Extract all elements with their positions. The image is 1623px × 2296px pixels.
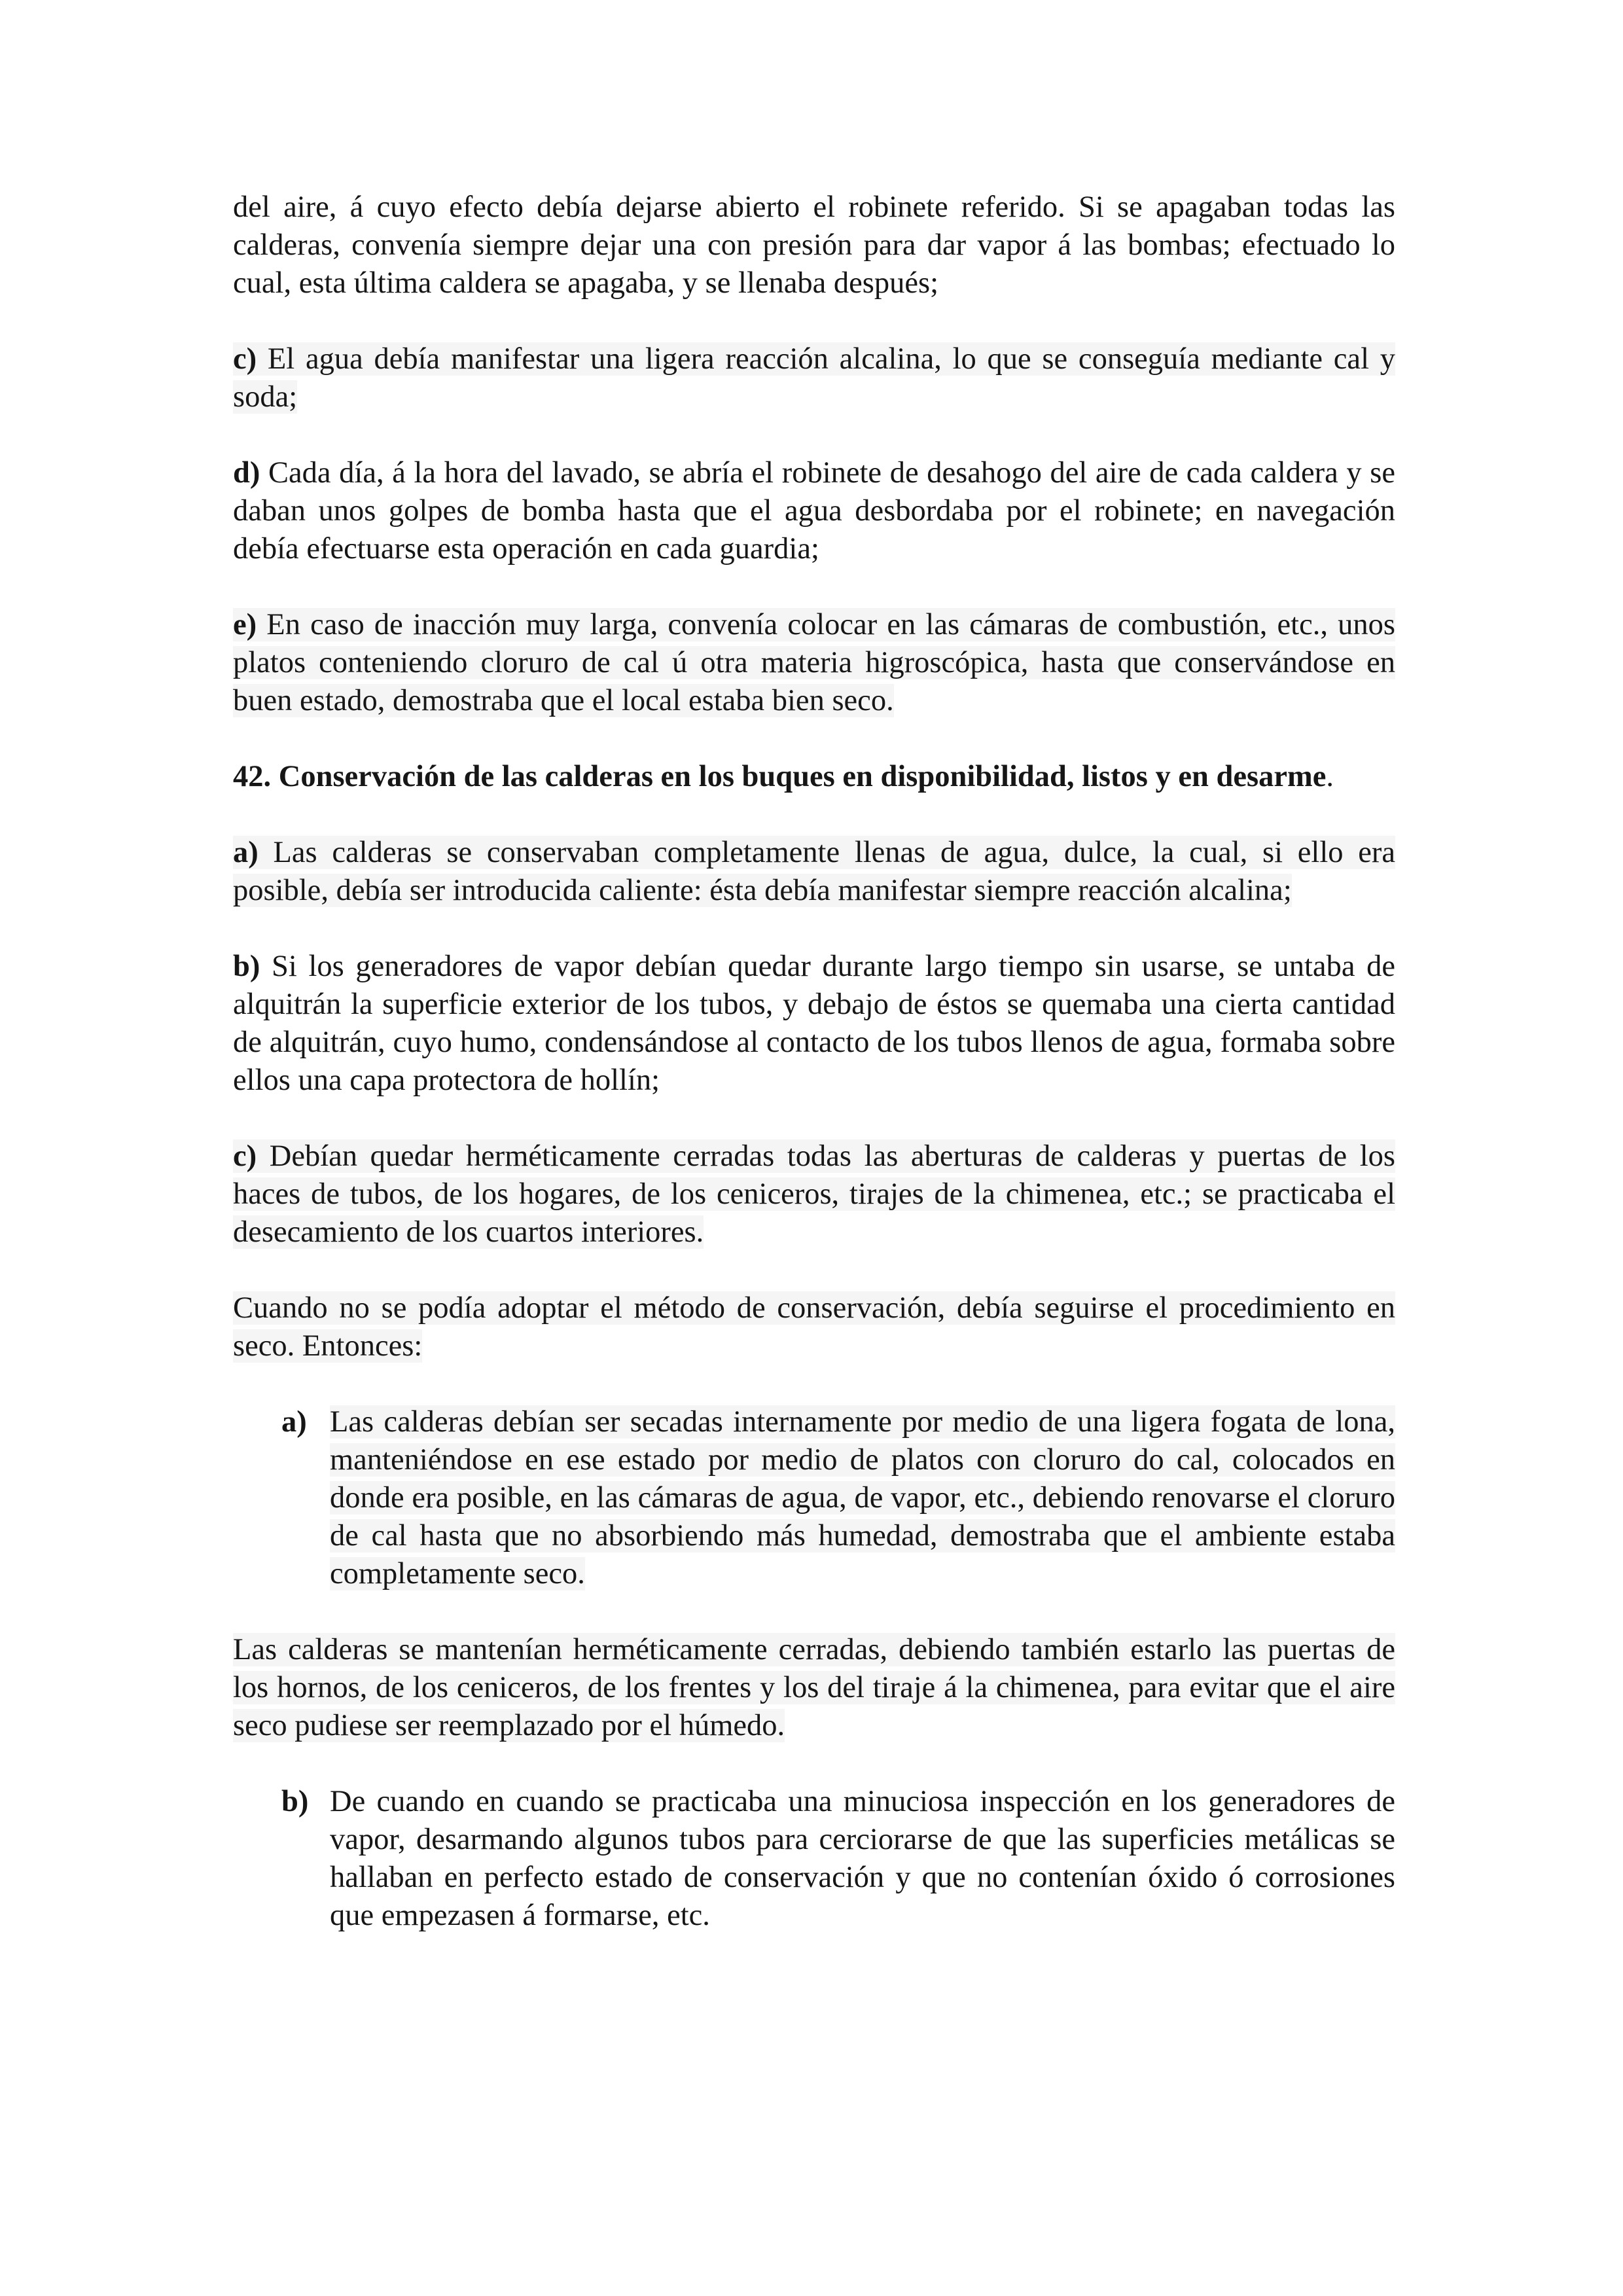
- list-item-a-dry-text: Las calderas debían ser secadas internamente por medio de una ligera fogata de lona, manteniéndose en ese estado por medio de platos con cloruro do cal, colocados en donde era posible, en las cámaras de agua, de vapor, etc., debiendo renovarse el cloruro de cal hasta que no absorbiendo más humedad, demostraba que el ambiente estaba completamente seco.: [330, 1405, 1395, 1590]
- section-heading-period: .: [1326, 760, 1334, 793]
- paragraph-item-c-conservation: [233, 1138, 1395, 1251]
- item-d-label: d): [233, 456, 260, 490]
- item-c-label: c): [233, 342, 257, 376]
- item-a-conservation-text: Las calderas se conservaban completamente llenas de agua, dulce, la cual, si ello era posible, debía ser introducida caliente: ésta debía manifestar siempre reacción alcalina;: [233, 836, 1395, 907]
- paragraph-item-a-conservation: [233, 834, 1395, 910]
- list-item-b-dry-text: De cuando en cuando se practicaba una minuciosa inspección en los generadores de vapor, desarmando algunos tubos para cerciorarse de que las superficies metálicas se hallaban en perfecto estado de conservación y que no contenían óxido ó corrosiones que empezasen á formarse, etc.: [330, 1785, 1395, 1932]
- paragraph-item-d: [233, 454, 1395, 568]
- paragraph-intro: [233, 188, 1395, 302]
- item-e-label: e): [233, 608, 257, 641]
- paragraph-item-e: [233, 606, 1395, 720]
- list-item-a-dry-label: a): [281, 1405, 307, 1439]
- paragraph-intro-text: del aire, á cuyo efecto debía dejarse abierto el robinete referido. Si se apagaban todas las calderas, convenía siempre dejar una con presión para dar vapor á las bombas; efectuado lo cual, esta última caldera se apagaba, y se llenaba después;: [233, 190, 1395, 300]
- section-heading-text: 42. Conservación de las calderas en los buques en disponibilidad, listos y en desarme: [233, 760, 1327, 793]
- item-b-conservation-text: Si los generadores de vapor debían quedar durante largo tiempo sin usarse, se untaba de alquitrán la superficie exterior de los tubos, y debajo de éstos se quemaba una cierta cantidad de alquitrán, cuyo humo, condensándose al contacto de los tubos llenos de agua, formaba sobre ellos una capa protectora de hollín;: [233, 950, 1395, 1097]
- item-c-conservation-text: Debían quedar herméticamente cerradas todas las aberturas de calderas y puertas de los haces de tubos, de los hogares, de los ceniceros, tirajes de la chimenea, etc.; se practicaba el desecamiento de los cuartos interiores.: [233, 1139, 1396, 1249]
- item-c-text: El agua debía manifestar una ligera reacción alcalina, lo que se conseguía mediante cal y soda;: [233, 342, 1396, 414]
- list-item-a-dry: [233, 1403, 1395, 1593]
- dry-method-intro-text: Cuando no se podía adoptar el método de conservación, debía seguirse el procedimiento en seco. Entonces:: [233, 1291, 1395, 1363]
- item-e-text: En caso de inacción muy larga, convenía colocar en las cámaras de combustión, etc., unos platos conteniendo cloruro de cal ú otra materia higroscópica, hasta que conservándose en buen estado, demostraba que el local estaba bien seco.: [233, 608, 1395, 717]
- list-item-b-dry-label: b): [281, 1785, 309, 1818]
- item-b-conservation-label: b): [233, 950, 260, 983]
- sealed-boilers-text: Las calderas se mantenían herméticamente cerradas, debiendo también estarlo las puertas de los hornos, de los ceniceros, de los frentes y los del tiraje á la chimenea, para evitar que el aire seco pudiese ser reemplazado por el húmedo.: [233, 1633, 1395, 1742]
- section-heading-42: [233, 758, 1395, 796]
- paragraph-item-b-conservation: [233, 948, 1395, 1100]
- item-a-conservation-label: a): [233, 836, 259, 869]
- list-item-b-dry: [233, 1783, 1395, 1935]
- paragraph-item-c: [233, 340, 1395, 416]
- document-page: [233, 188, 1395, 1973]
- item-c-conservation-label: c): [233, 1139, 257, 1173]
- paragraph-dry-method-intro: [233, 1289, 1395, 1365]
- paragraph-sealed-boilers: [233, 1631, 1395, 1745]
- item-d-text: Cada día, á la hora del lavado, se abría el robinete de desahogo del aire de cada caldera y se daban unos golpes de bomba hasta que el agua desbordaba por el robinete; en navegación debía efectuarse esta operación en cada guardia;: [233, 456, 1395, 565]
